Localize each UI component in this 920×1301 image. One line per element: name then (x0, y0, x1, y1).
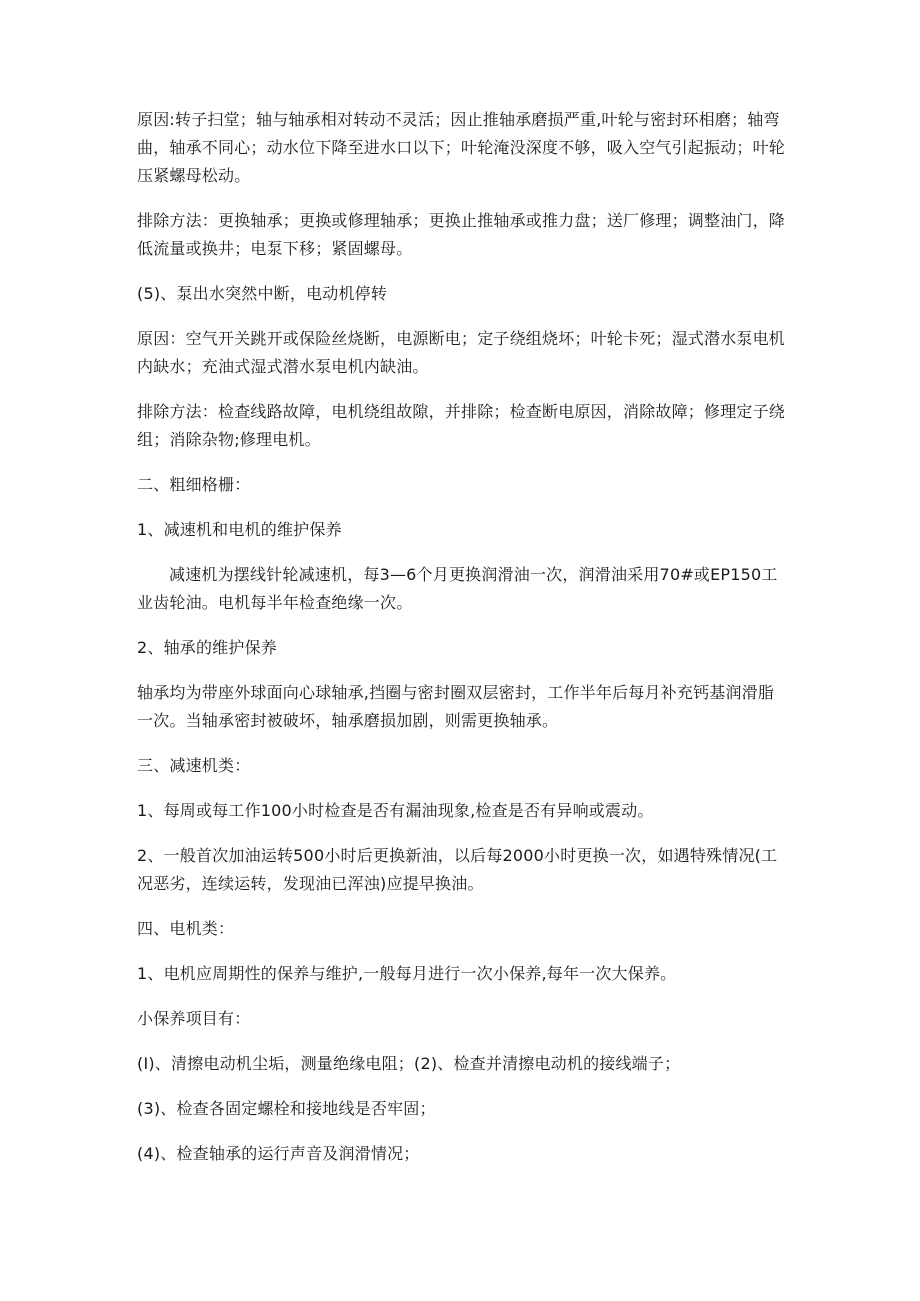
paragraph-remedy-pump-stop: 排除方法：检查线路故障，电机绕组故隙，并排除；检查断电原因，消除故障；修理定子绕组；消除杂物;修理电机。 (137, 402, 786, 449)
paragraph-reducer-oil-change: 2、一般首次加油运转500小时后更换新油，以后每2000小时更换一次，如遇特殊情况(工况恶劣，连续运转，发现油已浑浊)应提早换油。 (137, 846, 778, 893)
list-item-check-bearings: (4)、检查轴承的运行声音及润滑情况； (137, 1144, 420, 1163)
document-body (137, 106, 787, 1185)
paragraph-bearing-maintenance: 轴承均为带座外球面向心球轴承,挡圈与密封圈双层密封，工作半年后每月补充钙基润滑脂一次。当轴承密封被破坏，轴承磨损加剧，则需更换轴承。 (137, 683, 775, 730)
subheading-bearing-maintenance: 2、轴承的维护保养 (137, 638, 277, 657)
list-item-clean-measure: (I)、清擦电动机尘垢，测量绝缘电阻；(2)、检查并清擦电动机的接线端子； (137, 1054, 681, 1073)
paragraph-remedy-vibration: 排除方法：更换轴承；更换或修理轴承；更换止推轴承或推力盘；送厂修理；调整油门，降低流量或换井；电泵下移；紧固螺母。 (137, 211, 786, 258)
subheading-reducer-motor: 1、减速机和电机的维护保养 (137, 520, 342, 539)
list-item-check-bolts: (3)、检查各固定螺栓和接地线是否牢固； (137, 1099, 436, 1118)
paragraph-cause-vibration: 原因:转子扫堂；轴与轴承相对转动不灵活；因止推轴承磨损严重,叶轮与密封环相磨；轴弯曲，轴承不同心；动水位下降至进水口以下；叶轮淹没深度不够，吸入空气引起振动；叶轮压紧螺母松动。 (137, 110, 786, 185)
paragraph-reducer-weekly-check: 1、每周或每工作100小时检查是否有漏油现象,检查是否有异响或震动。 (137, 801, 654, 820)
paragraph-reducer-lubrication: 减速机为摆线针轮减速机，每3—6个月更换润滑油一次，润滑油采用70#或EP150工业齿轮油。电机每半年检查绝缘一次。 (137, 565, 778, 612)
paragraph-motor-maintenance-cycle: 1、电机应周期性的保养与维护,一般每月进行一次小保养,每年一次大保养。 (137, 964, 677, 983)
paragraph-cause-pump-stop: 原因：空气开关跳开或保险丝烧断，电源断电；定子绕组烧坏；叶轮卡死；湿式潜水泵电机内缺水；充油式湿式潜水泵电机内缺油。 (137, 329, 786, 376)
paragraph-heading-pump-stop: (5)、泵出水突然中断，电动机停转 (137, 284, 388, 303)
section-heading-grille: 二、粗细格栅： (137, 475, 251, 494)
subheading-minor-maintenance-items: 小保养项目有： (137, 1009, 251, 1028)
section-heading-motor: 四、电机类： (137, 919, 235, 938)
section-heading-reducer: 三、减速机类： (137, 756, 251, 775)
